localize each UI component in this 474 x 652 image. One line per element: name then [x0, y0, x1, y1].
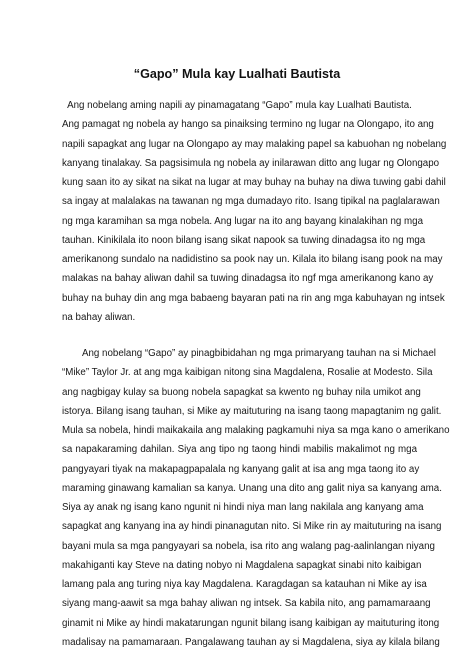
paragraph-line: bayani mula sa mga pangyayari sa nobela, isa rito ang walang pag-aalinlangan niyang [62, 540, 435, 552]
paragraph-line: Mula sa nobela, hindi maikakaila ang malaking pagkamuhi niya sa mga kano o amerikano [62, 425, 450, 436]
paragraph-line: kanyang tinalakay. Sa pagsisimula ng nobela ay inilarawan ditto ang lugar ng Olongapo [62, 157, 440, 169]
paragraph-line: malakas na bahay aliwan dahil sa tuwing dinadagsa ito ngf mga amerikanong kano ay [62, 273, 434, 285]
paragraph-line: tauhan. Kinikilala ito noon bilang isang sikat napook sa tuwing dinadagsa ito ng mga [62, 234, 426, 246]
paragraph-line: ng mga karamihan sa mga nobela. Ang lugar na ito ang bayang kinalakihan ng mga [62, 215, 423, 227]
paragraph-line: Ang nobelang aming napili ay pinamagatang “Gapo” mula kay Lualhati Bautista. [67, 100, 412, 111]
paragraph-line: amerikanong sundalo na nadidistino sa pook nay un. Kilala ito bilang isang pook na may [62, 254, 443, 265]
paragraph-line: maraming ginawang kamalian sa kanya. Unang una dito ang galit niya sa kanyang ama. [62, 482, 442, 494]
paragraph-line: “Mike” Taylor Jr. at ang mga kaibigan nitong sina Magdalena, Rosalie at Modesto. Sila [62, 367, 433, 379]
paragraph-line: buhay na buhay din ang mga babaeng bayaran pati na rin ang mga kabuhayan ng intsek [62, 292, 445, 304]
paragraph-line: makahiganti kay Steve na dating nobyo ni Magdalena sapagkat sinabi nito kaibigan [62, 559, 422, 571]
paragraph-spacer [62, 327, 417, 344]
paragraph-line: Ang nobelang “Gapo” ay pinagbibidahan ng mga primaryang tauhan na si Michael [82, 348, 436, 359]
paragraph-line: na bahay aliwan. [62, 311, 136, 323]
paragraph-2 [62, 344, 450, 652]
paragraph-line: ginamit ni Mike ay hindi makatarungan ngunit bilang isang kaibigan ay maituturing itong [62, 617, 440, 629]
paragraph-line: Siya ay anak ng isang kano ngunit ni hindi niya man lang nakilala ang kanyang ama [62, 502, 424, 513]
document-body [62, 96, 450, 652]
paragraph-line: Ang pamagat ng nobela ay hango sa pinaiksing termino ng lugar na Olongapo, ito ang [62, 119, 434, 131]
paragraph-line: sapagkat ang kanyang ina ay hindi pinanagutan nito. Si Mike rin ay maituturing na isang [62, 521, 442, 533]
paragraph-line: ang nagbigay kulay sa buong nobela sapagkat sa kwento ng buhay nila umikot ang [62, 386, 421, 398]
paragraph-line: lamang pala ang turing niya kay Magdalena. Karagdagan sa katauhan ni Mike ay isa [62, 579, 427, 590]
paragraph-line: kung saan ito ay sikat na sikat na lugar at may buhay na buhay na diwa tuwing gabi dahil [62, 177, 446, 188]
paragraph-line: madalisay na pamamaraan. Pangalawang tauhan ay si Magdalena, siya ay kilala bilang [62, 636, 440, 648]
paragraph-line: istorya. Bilang isang tauhan, si Mike ay maituturing na isang taong mapagtanim ng galit. [62, 405, 442, 417]
document-title: “Gapo” Mula kay Lualhati Bautista [133, 67, 341, 81]
paragraph-line: pangyayari tiyak na makapagpapalala ng kanyang galit at isa ang mga taong ito ay [62, 463, 420, 475]
paragraph-line: siyang mang-aawit sa mga bahay aliwan ng intsek. Sa kabila nito, ang pamamaraang [62, 598, 431, 610]
paragraph-line: sa ingay at malalakas na tawanan ng mga dumadayo rito. Isang tipikal na paglalarawan [62, 196, 440, 208]
paragraph-line: sa napakaraming dahilan. Siya ang tipo ng taong hindi mabilis makalimot ng mga [62, 444, 417, 456]
paragraph-line: napili sapagkat ang lugar na Olongapo ay may malaking papel sa kabuohan ng nobelang [62, 138, 447, 150]
paragraph-1 [62, 96, 447, 327]
